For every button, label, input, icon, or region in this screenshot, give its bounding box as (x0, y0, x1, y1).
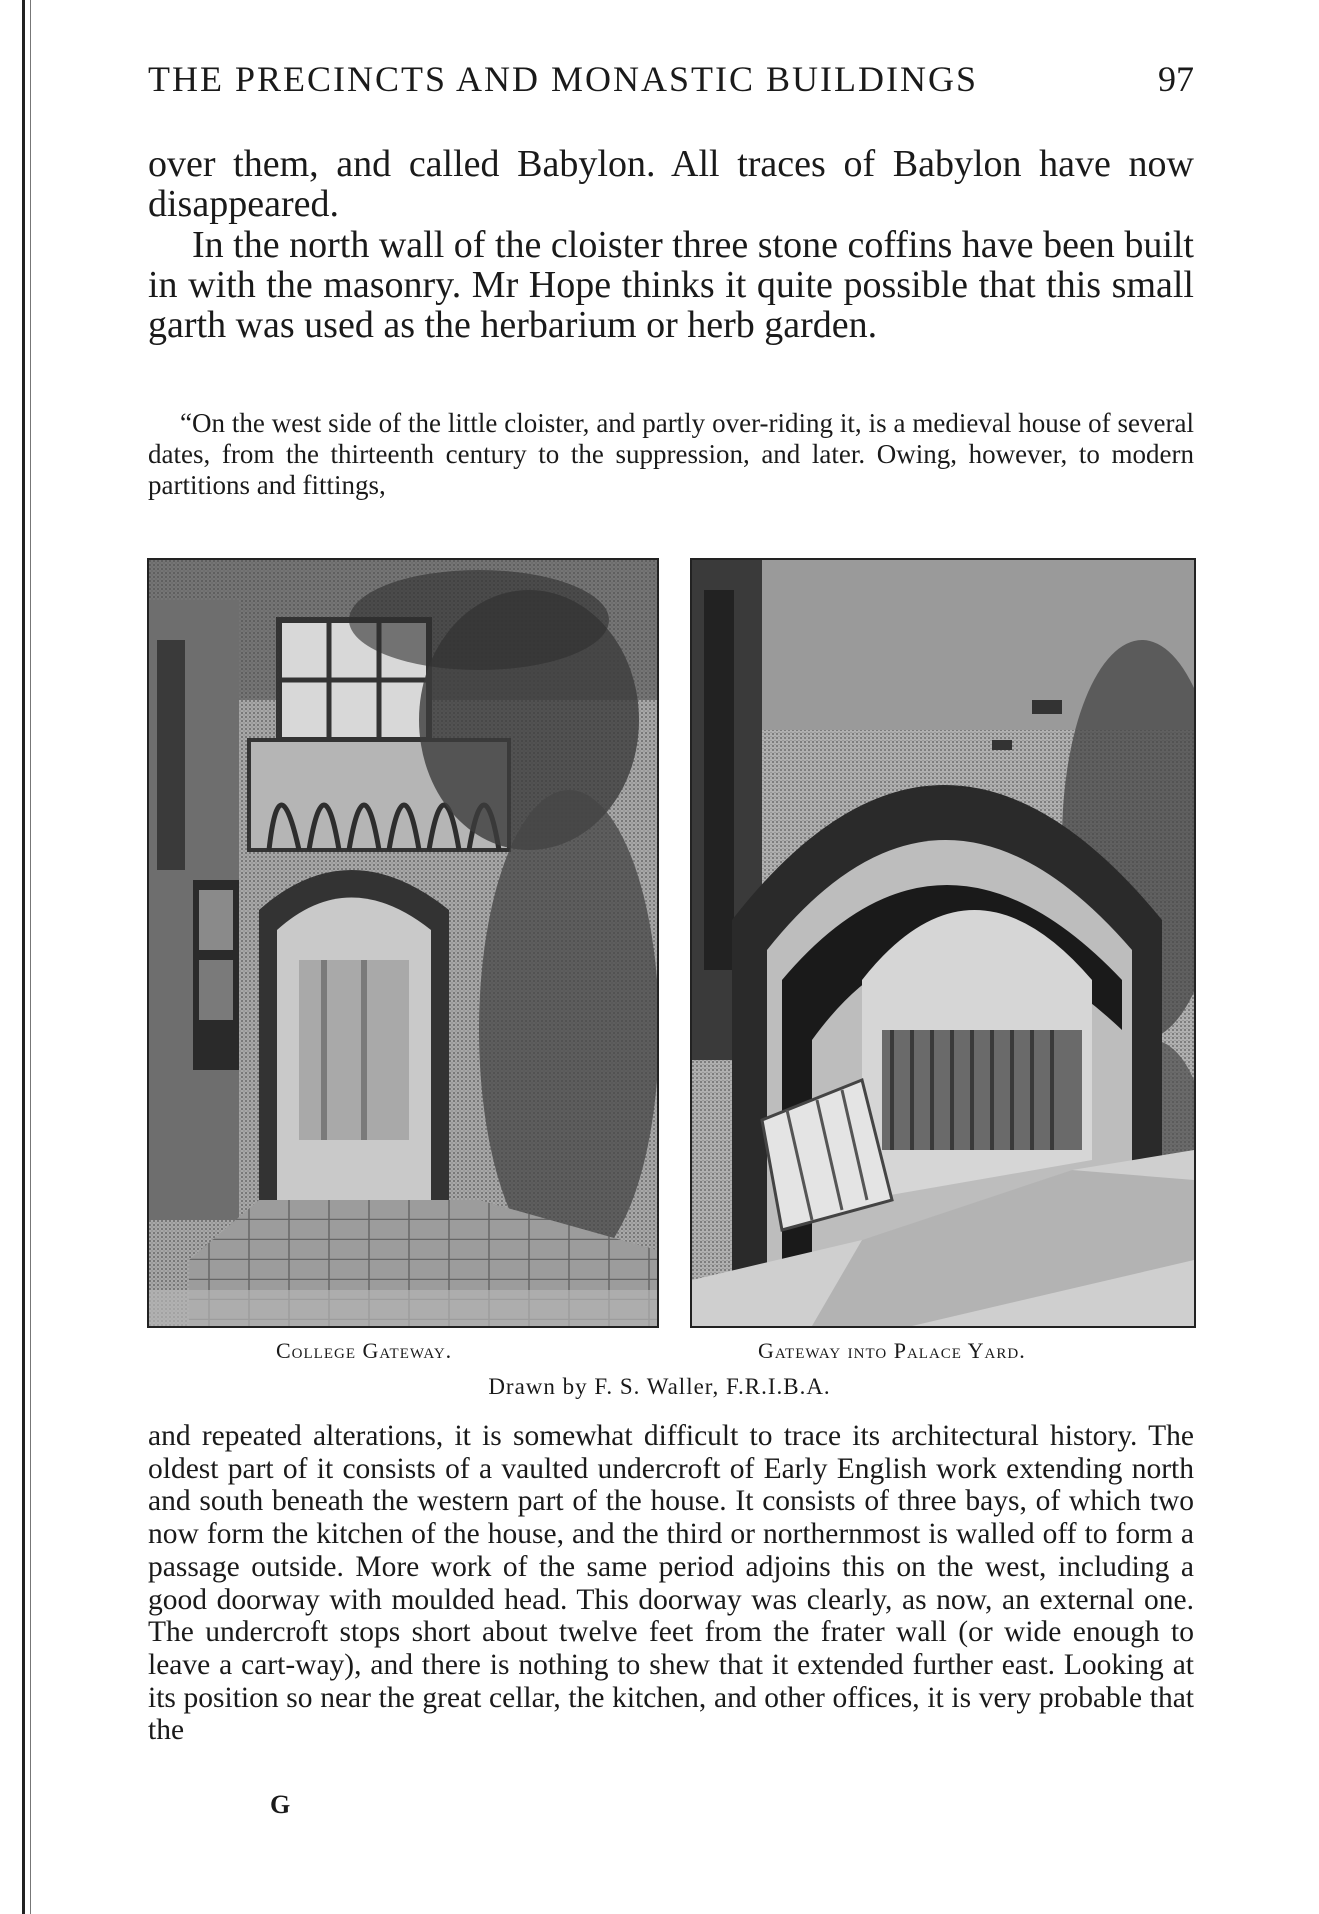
running-head (148, 58, 1194, 100)
caption-palace-yard-gateway: Gateway into Palace Yard. (758, 1338, 1026, 1363)
signature-mark: G (270, 1790, 291, 1819)
paragraph-stone-coffins: In the north wall of the cloister three stone coffins have been built in with the masonry. Mr Hope thinks it quite possible that this small garth was used as the herbarium or herb garden. (148, 224, 1194, 346)
running-head-title: THE PRECINCTS AND MONASTIC BUILDINGS (148, 59, 979, 99)
palace-yard-gateway-drawing (692, 560, 1194, 1326)
college-gateway-drawing (149, 560, 657, 1326)
paragraph-quotation: “On the west side of the little cloister, and partly over-riding it, is a medieval house of several dates, from the thirteenth century to the suppression, and later. Owing, however, to modern partitions and fittings, (148, 408, 1194, 500)
caption-college-gateway: College Gateway. (276, 1338, 453, 1363)
paragraph-undercroft: and repeated alterations, it is somewhat difficult to trace its architectural history. The oldest part of it consists of a vaulted undercroft of Early English work extending north and south beneath the western part of the house. It consists of three bays, of which two now form the kitchen of the house, and the third or northernmost is walled off to form a passage outside. More work of the same period adjoins this on the west, including a good doorway with moulded head. This doorway was clearly, as now, an external one. The undercroft stops short about twelve feet from the frater wall (or wide enough to leave a cart-way), and there is nothing to shew that it extended further east. Looking at its position so near the great cellar, the kitchen, and other offices, it is very probable that the (148, 1420, 1194, 1747)
palace-yard-gateway-illustration (690, 558, 1196, 1328)
illustration-credit: Drawn by F. S. Waller, F.R.I.B.A. (488, 1374, 831, 1399)
page-number: 97 (1158, 59, 1194, 99)
college-gateway-illustration (147, 558, 659, 1328)
binding-edge (22, 0, 25, 1914)
binding-edge-inner (30, 0, 31, 1914)
paragraph-babylon: over them, and called Babylon. All traces of Babylon have now disappeared. (148, 143, 1194, 225)
